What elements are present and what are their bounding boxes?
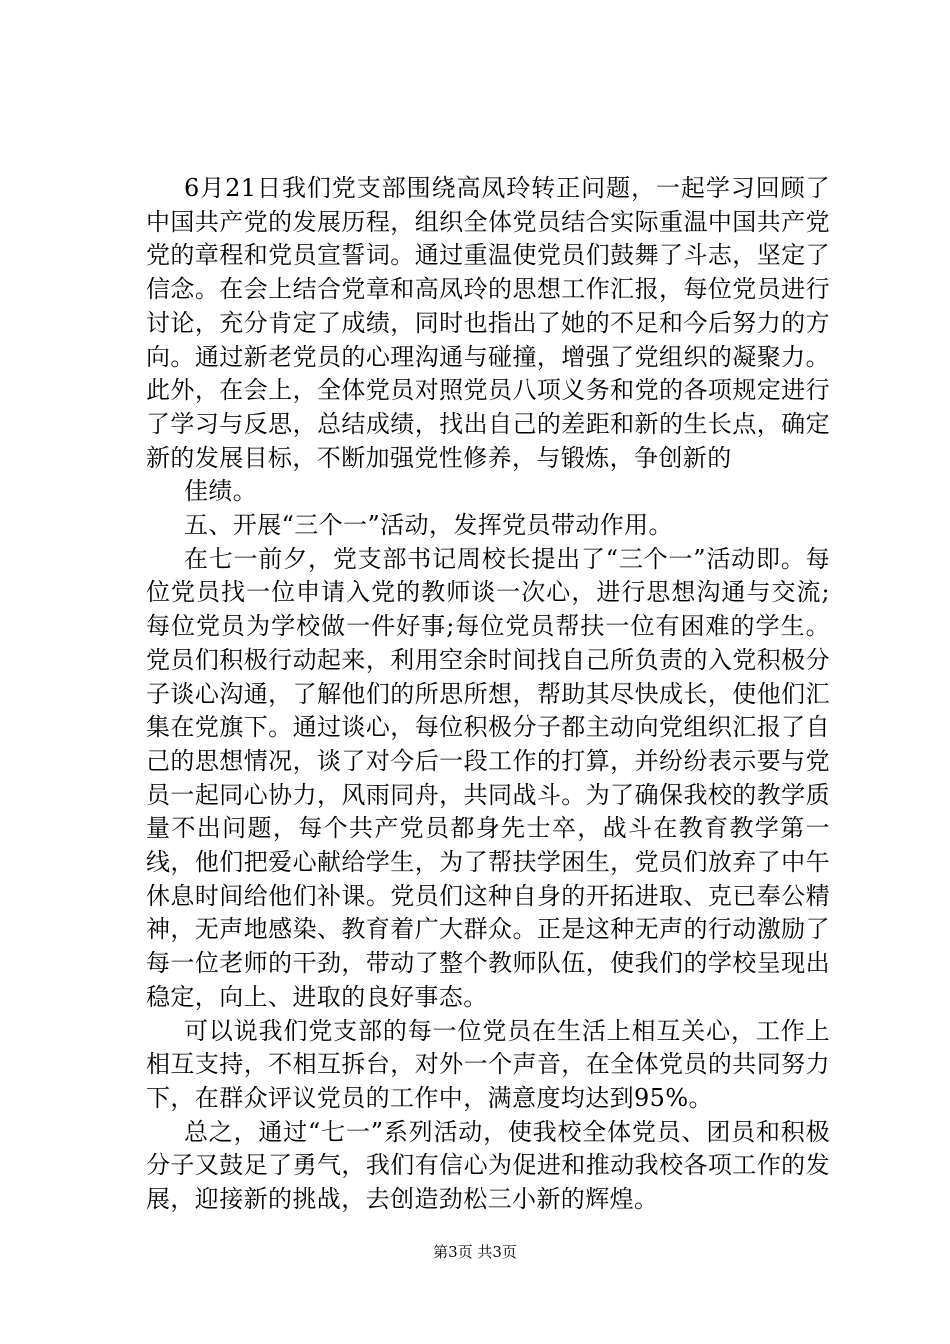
paragraph-conclusion: 总之，通过“七一”系列活动，使我校全体党员、团员和积极分子又鼓足了勇气，我们有信心为促进和推动我校各项工作的发展，迎接新的挑战，去创造劲松三小新的辉煌。: [146, 1117, 830, 1214]
paragraph-mutual-support: 可以说我们党支部的每一位党员在生活上相互关心，工作上相互支持，不相互拆台，对外一个声音，在全体党员的共同努力下，在群众评议党员的工作中，满意度均达到95%。: [146, 1016, 830, 1112]
paragraph-three-ones-activity: 在七一前夕，党支部书记周校长提出了“三个一”活动即。每位党员找一位申请入党的教师谈一次心，进行思想沟通与交流;每位党员为学校做一件好事;每位党员帮扶一位有困难的学生。党员们积极行动起来，利用空余时间找自己所负责的入党积极分子谈心沟通，了解他们的所思所想，帮助其尽快成长，使他们汇集在党旗下。通过谈心，每位积极分子都主动向党组织汇报了自己的思想情况，谈了对今后一段工作的打算，并纷纷表示要与党员一起同心协力，风雨同舟，共同战斗。为了确保我校的教学质量不出问题，每个共产党员都身先士卒，战斗在教育教学第一线，他们把爱心献给学生，为了帮扶学困生，党员们放弃了中午休息时间给他们补课。党员们这种自身的开拓进取、克已奉公精神，无声地感染、教育着广大群众。正是这种无声的行动激励了每一位老师的干劲，带动了整个教师队伍，使我们的学校呈现出稳定，向上、进取的良好事态。: [146, 544, 830, 1011]
paragraph-results: 佳绩。: [184, 477, 258, 506]
section-heading-three-ones: 五、开展“三个一”活动，发挥党员带动作用。: [184, 511, 673, 540]
document-body: [146, 172, 830, 1217]
paragraph-meeting-review: 6月21日我们党支部围绕高凤玲转正问题，一起学习回顾了中国共产党的发展历程，组织全体党员结合实际重温中国共产党党的章程和党员宣誓词。通过重温使党员们鼓舞了斗志，坚定了信念。在会上结合党章和高凤玲的思想工作汇报，每位党员进行讨论，充分肯定了成绩，同时也指出了她的不足和今后努力的方向。通过新老党员的心理沟通与碰撞，增强了党组织的凝聚力。此外，在会上，全体党员对照党员八项义务和党的各项规定进行了学习与反思，总结成绩，找出自己的差距和新的生长点，确定新的发展目标，不断加强党性修养，与锻炼，争创新的: [146, 174, 830, 472]
page-footer: 第3页 共3页: [433, 1243, 517, 1261]
